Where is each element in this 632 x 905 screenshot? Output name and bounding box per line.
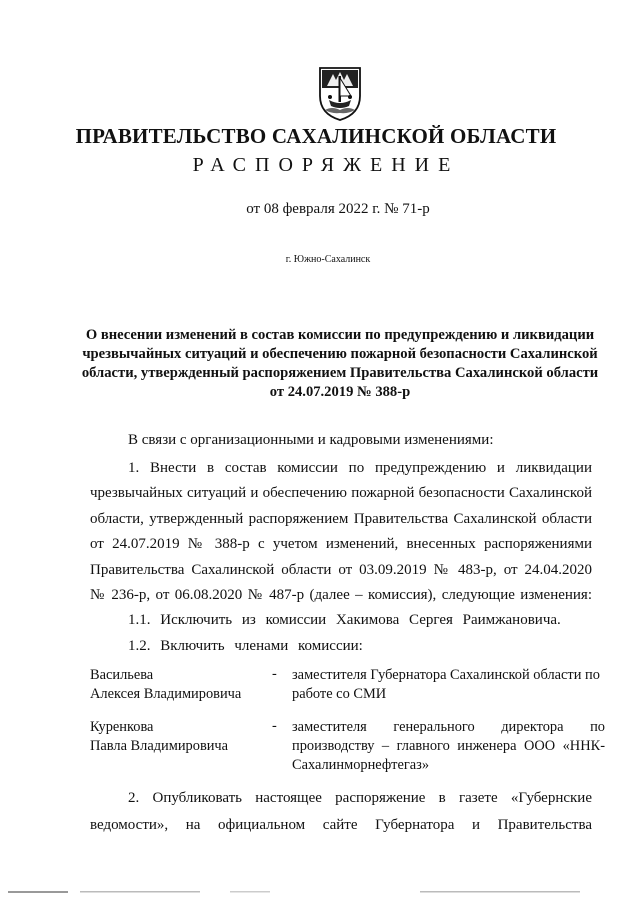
item-1-line: Правительства Сахалинской области от 03.09.2019 № 483-р, от 24.04.2020 (90, 561, 592, 578)
member-1-position: заместителя Губернатора Сахалинской области по работе со СМИ (292, 667, 600, 702)
member-2-dash: - (272, 718, 277, 734)
document-city: г. Южно-Сахалинск (285, 254, 371, 265)
member-2-position: заместителя генерального директора по производству – главного инженера ООО «ННК-Сахалинморнефтегаз» (292, 719, 605, 773)
item-1-line: от 24.07.2019 № 388-р с учетом изменений, внесенных распоряжениями (90, 536, 592, 553)
member-1-dash: - (272, 666, 277, 682)
document-subject: О внесении изменений в состав комиссии по предупреждению и ликвидации чрезвычайных ситуаций и обеспечению пожарной безопасности Сахалинской области, утвержденный распоряжением Правительства Сахалинской области от 24.07.2019 № 388-р (81, 327, 599, 400)
item-2-line: 2. Опубликовать настоящее распоряжение в газете «Губернские (128, 790, 592, 806)
item-1-line: № 236-р, от 06.08.2020 № 487-р (далее – комиссия), следующие изменения: (90, 587, 592, 604)
item-2-paragraph (90, 785, 592, 839)
item-1-line: 1. Внести в состав комиссии по предупреждению и ликвидации (128, 460, 592, 476)
document-date-number: от 08 февраля 2022 г. № 71-р (246, 201, 430, 217)
item-2-line: ведомости», на официальном сайте Губернатора и Правительства (90, 817, 592, 833)
sakhalin-coat-of-arms-icon (317, 66, 363, 122)
document-type: РАСПОРЯЖЕНИЕ (192, 154, 460, 176)
member-given-names: Павла Владимировича (90, 738, 229, 754)
government-title: ПРАВИТЕЛЬСТВО САХАЛИНСКОЙ ОБЛАСТИ (75, 124, 557, 148)
item-1-line: области, утвержденный распоряжением Правительства Сахалинской области (90, 510, 592, 527)
member-surname: Куренкова (90, 719, 154, 735)
member-2-name (90, 718, 228, 756)
member-given-names: Алексея Владимировича (90, 686, 242, 702)
item-1-1: 1.1. Исключить из комиссии Хакимова Сергея Раимжановича. (128, 612, 561, 628)
member-surname: Васильева (90, 667, 154, 683)
item-1-2: 1.2. Включить членами комиссии: (128, 638, 363, 654)
scan-edge-artifact (0, 889, 632, 895)
member-1-name (90, 666, 241, 704)
intro-paragraph: В связи с организационными и кадровыми изменениями: (128, 432, 494, 448)
item-1-line: чрезвычайных ситуаций и обеспечению пожарной безопасности Сахалинской (90, 485, 592, 502)
item-1-paragraph (90, 456, 592, 608)
